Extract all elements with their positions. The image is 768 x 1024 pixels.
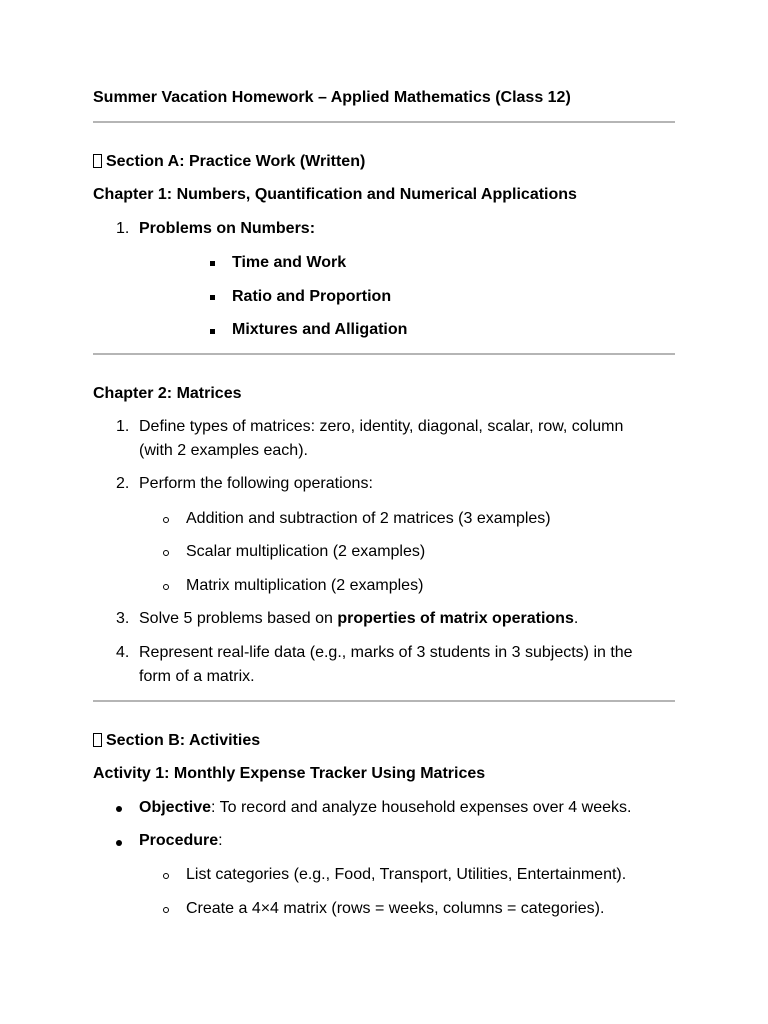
section-b-heading-text: Section B: Activities	[106, 732, 261, 749]
circle-bullet-icon	[163, 584, 169, 590]
section-b-heading	[93, 729, 260, 753]
document-title: Summer Vacation Homework – Applied Mathematics (Class 12)	[93, 89, 571, 106]
activity-1-heading: Activity 1: Monthly Expense Tracker Using Matrices	[93, 765, 486, 782]
box-icon	[93, 733, 102, 747]
chapter-2-heading: Chapter 2: Matrices	[93, 385, 242, 402]
circle-bullet-icon	[163, 907, 169, 913]
section-a-heading	[93, 150, 365, 174]
bullet-icon	[116, 806, 122, 812]
list-number: 4.	[116, 644, 130, 661]
item-3-prefix: Solve 5 problems based on	[139, 610, 338, 627]
square-bullet-icon	[210, 295, 215, 300]
list-item: Matrix multiplication (2 examples)	[186, 577, 424, 594]
list-item: Time and Work	[232, 254, 347, 271]
chapter-2-item-4-line-1: Represent real-life data (e.g., marks of 3 students in 3 subjects) in the	[139, 644, 633, 661]
horizontal-rule	[93, 700, 675, 702]
list-item: List categories (e.g., Food, Transport, Utilities, Entertainment).	[186, 866, 627, 883]
section-a-heading-text: Section A: Practice Work (Written)	[106, 153, 366, 170]
objective-text: : To record and analyze household expenses over 4 weeks.	[211, 799, 632, 816]
list-number: 1.	[116, 418, 130, 435]
item-3-bold: properties of matrix operations	[337, 610, 574, 627]
list-item: Scalar multiplication (2 examples)	[186, 543, 426, 560]
list-number: 1.	[116, 220, 130, 237]
horizontal-rule	[93, 353, 675, 355]
procedure-text: :	[218, 832, 223, 849]
box-icon	[93, 154, 102, 168]
procedure-label: Procedure	[139, 832, 219, 849]
circle-bullet-icon	[163, 517, 169, 523]
chapter-2-item-3	[139, 607, 578, 631]
procedure-item	[139, 829, 223, 853]
list-number: 3.	[116, 610, 130, 627]
list-item: Ratio and Proportion	[232, 288, 392, 305]
list-item: Mixtures and Alligation	[232, 321, 408, 338]
chapter-2-item-4-line-2: form of a matrix.	[139, 668, 255, 685]
circle-bullet-icon	[163, 873, 169, 879]
chapter-2-item-1-line-1: Define types of matrices: zero, identity, diagonal, scalar, row, column	[139, 418, 624, 435]
objective-label: Objective	[139, 799, 212, 816]
chapter-2-item-1-line-2: (with 2 examples each).	[139, 442, 308, 459]
horizontal-rule	[93, 121, 675, 123]
square-bullet-icon	[210, 261, 215, 266]
list-number: 2.	[116, 475, 130, 492]
chapter-1-heading: Chapter 1: Numbers, Quantification and Numerical Applications	[93, 186, 577, 203]
circle-bullet-icon	[163, 550, 169, 556]
objective-item	[139, 796, 631, 820]
bullet-icon	[116, 840, 122, 846]
chapter-1-item-1: Problems on Numbers:	[139, 220, 316, 237]
square-bullet-icon	[210, 329, 215, 334]
chapter-2-item-2: Perform the following operations:	[139, 475, 373, 492]
item-3-suffix: .	[573, 610, 579, 627]
list-item: Addition and subtraction of 2 matrices (3 examples)	[186, 510, 551, 527]
list-item: Create a 4×4 matrix (rows = weeks, columns = categories).	[186, 900, 605, 917]
